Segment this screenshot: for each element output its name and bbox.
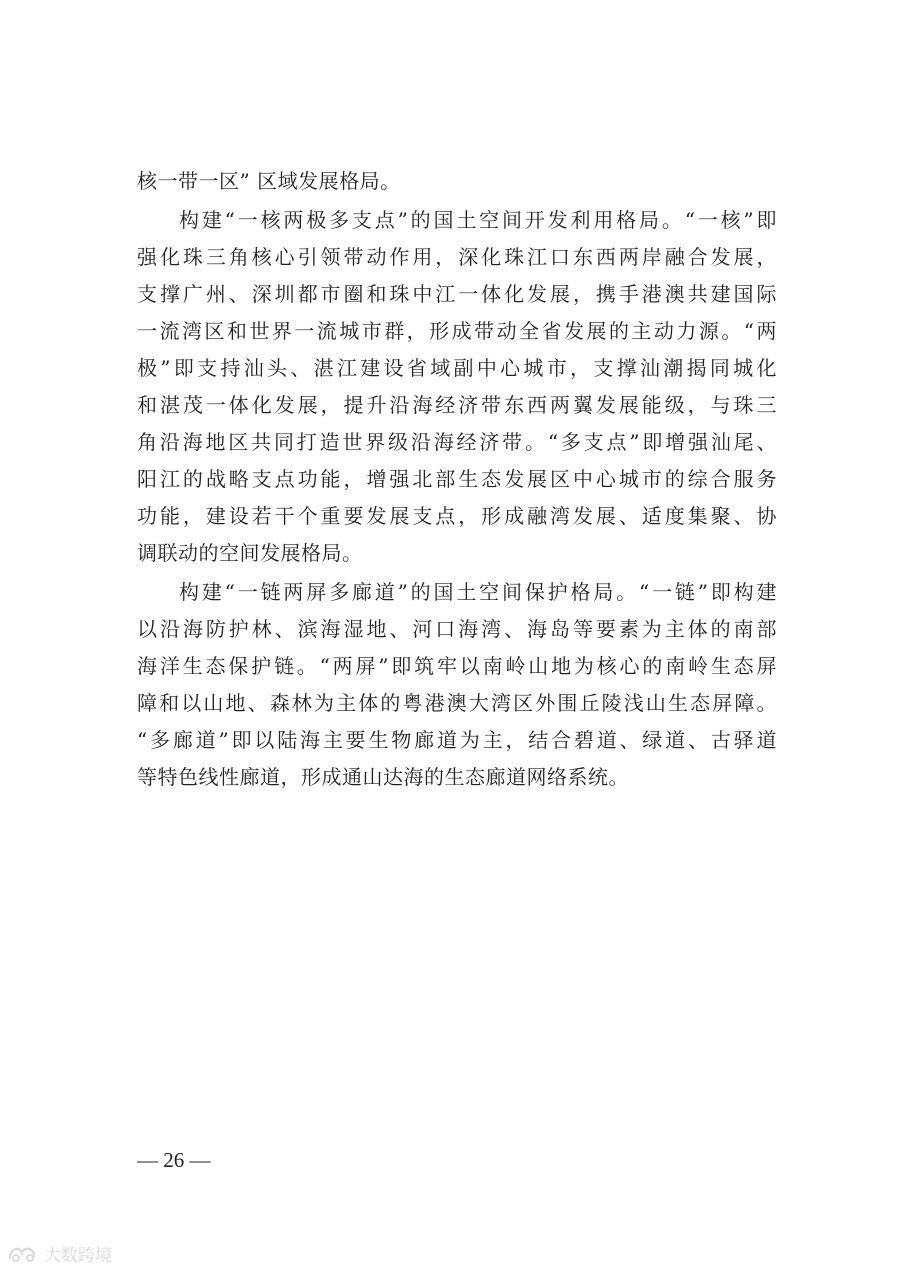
watermark-logo-icon	[6, 1242, 40, 1264]
text-line: 以沿海防护林、滨海湿地、河口海湾、海岛等要素为主体的南部	[137, 617, 777, 641]
text-line: 角沿海地区共同打造世界级沿海经济带。“多支点”即增强汕尾、	[137, 430, 777, 454]
text-line: 强化珠三角核心引领带动作用，深化珠江口东西两岸融合发展，	[137, 245, 777, 269]
text-line: 等特色线性廊道，形成通山达海的生态廊道网络系统。	[137, 765, 629, 789]
text-line: 调联动的空间发展格局。	[137, 541, 363, 565]
text-line: 核一带一区” 区域发展格局。	[137, 169, 401, 193]
text-line: 支撑广州、深圳都市圈和珠中江一体化发展，携手港澳共建国际	[137, 282, 777, 306]
text-line: 阳江的战略支点功能，增强北部生态发展区中心城市的综合服务	[137, 467, 777, 491]
text-line: 一流湾区和世界一流城市群，形成带动全省发展的主动力源。“两	[137, 319, 777, 343]
text-line: 功能，建设若干个重要发展支点，形成融湾发展、适度集聚、协	[137, 504, 777, 528]
watermark-text: 大数跨境	[44, 1245, 112, 1266]
text-line: 构建“一核两极多支点”的国土空间开发利用格局。“一核”即	[179, 208, 777, 232]
page-number: — 26 —	[137, 1148, 211, 1172]
watermark	[6, 1240, 112, 1266]
text-line: 和湛茂一体化发展，提升沿海经济带东西两翼发展能级，与珠三	[137, 393, 777, 417]
text-line: 海洋生态保护链。“两屏”即筑牢以南岭山地为核心的南岭生态屏	[137, 654, 777, 678]
text-line: 构建“一链两屏多廊道”的国土空间保护格局。“一链”即构建	[179, 580, 777, 604]
text-line: “多廊道”即以陆海主要生物廊道为主，结合碧道、绿道、古驿道	[137, 728, 777, 752]
document-body	[137, 163, 777, 796]
text-line: 极”即支持汕头、湛江建设省域副中心城市，支撑汕潮揭同城化	[137, 356, 777, 380]
text-line: 障和以山地、森林为主体的粤港澳大湾区外围丘陵浅山生态屏障。	[137, 691, 777, 715]
